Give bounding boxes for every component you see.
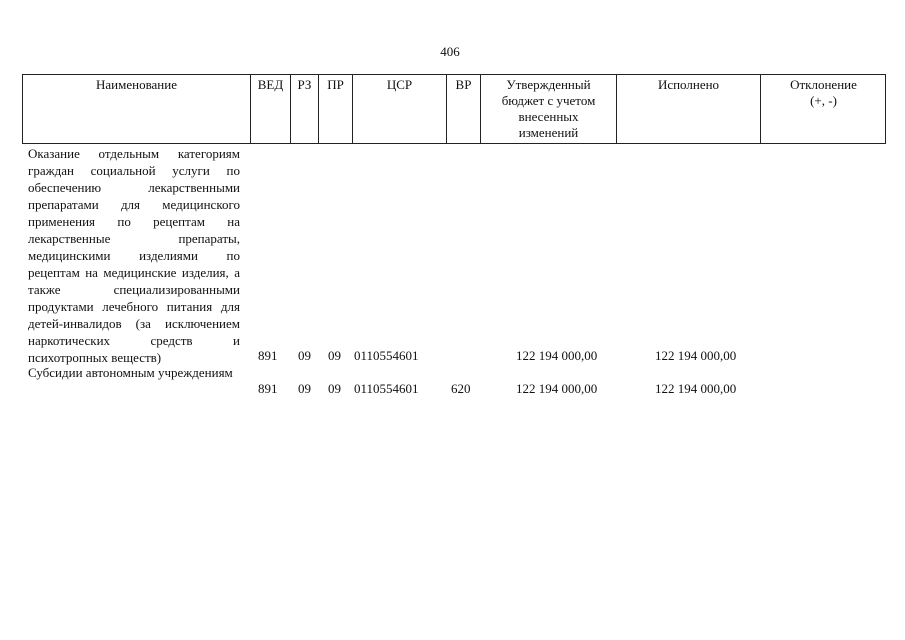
header-executed: Исполнено: [616, 75, 760, 143]
header-vr: ВР: [446, 75, 480, 143]
header-ved: ВЕД: [250, 75, 290, 143]
row-ved: 891: [258, 381, 278, 396]
page-number: 406: [440, 44, 460, 59]
header-csr: ЦСР: [352, 75, 446, 143]
header-approved: Утвержденный бюджет с учетом внесенных изменений: [480, 75, 616, 143]
header-name: Наименование: [96, 77, 177, 92]
row-name: Оказание отдельным категориям граждан социальной услуги по обеспечению лекарственными препаратами для медицинского применения по рецептам на лекарственные препараты, медицинскими изделиями по рецептам на медицинские изделия, а также специализированными продуктами лечебного питания для детей-инвалидов (за исключением наркотических средств и психотропных веществ): [28, 146, 240, 365]
row-rz: 09: [298, 348, 311, 363]
header-deviation: Отклонение (+, -): [760, 75, 886, 143]
row-ved: 891: [258, 348, 278, 363]
row-executed: 122 194 000,00: [655, 381, 737, 396]
header-rz: РЗ: [290, 75, 318, 143]
row-vr: 620: [451, 381, 471, 396]
row-approved: 122 194 000,00: [516, 348, 598, 363]
row-approved: 122 194 000,00: [516, 381, 598, 396]
header-pr: ПР: [318, 75, 352, 143]
table-header: [22, 74, 886, 144]
row-pr: 09: [328, 381, 341, 396]
row-csr: 0110554601: [354, 381, 419, 396]
row-executed: 122 194 000,00: [655, 348, 737, 363]
row-name: Субсидии автономным учреждениям: [28, 365, 233, 380]
row-rz: 09: [298, 381, 311, 396]
row-csr: 0110554601: [354, 348, 419, 363]
row-pr: 09: [328, 348, 341, 363]
